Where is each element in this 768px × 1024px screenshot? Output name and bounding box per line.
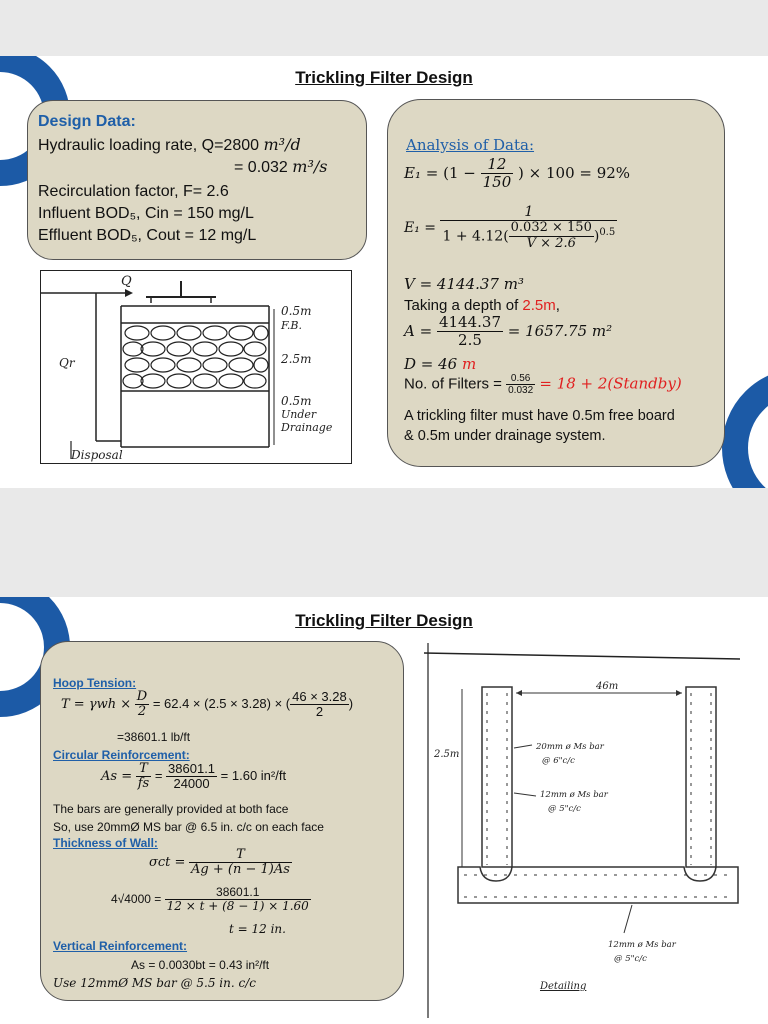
structural-calc-card bbox=[40, 641, 404, 1001]
diameter-label: 46m bbox=[596, 681, 619, 692]
filter-section-sketch bbox=[40, 270, 352, 464]
slide-2 bbox=[0, 597, 768, 1024]
analysis-card bbox=[387, 99, 725, 467]
fb-depth-label: 0.5m bbox=[281, 304, 312, 318]
base-bar-spacing: @ 5"c/c bbox=[614, 954, 647, 964]
analysis-heading: Analysis of Data: bbox=[406, 136, 535, 154]
disposal-label: Disposal bbox=[71, 448, 123, 462]
circular-reinforcement-heading: Circular Reinforcement: bbox=[53, 748, 190, 762]
slide-title: Trickling Filter Design bbox=[295, 68, 473, 87]
depth-text: Taking a depth of 2.5m, bbox=[404, 297, 560, 314]
filter-section-drawing bbox=[41, 271, 351, 463]
slide-title-2: Trickling Filter Design bbox=[295, 611, 473, 630]
wall-detailing-drawing bbox=[418, 633, 758, 1023]
influent-bod: Influent BOD₅, Cin = 150 mg/L bbox=[38, 205, 254, 222]
design-data-card bbox=[27, 100, 367, 260]
hoop-tension-eq: T = γwh × $\frac{D}{2}$ = 62.4 × (2.5 × 3.28) × ( $\frac{46 \times 3.28}{2}$ ) bbox=[61, 689, 354, 720]
slide-1 bbox=[0, 56, 768, 488]
volume-eq: V = 4144.37 m³ bbox=[404, 275, 524, 293]
filters-eq: No. of Filters = $\frac{0.56}{0.032}$ = 18 + 2(Standby) bbox=[404, 373, 682, 396]
hoop-tension-result: =38601.1 lb/ft bbox=[117, 730, 191, 744]
wall-thickness-heading: Thickness of Wall: bbox=[53, 836, 158, 850]
hydraulic-loading-rate: Hydraulic loading rate, Q=2800 m³/d bbox=[38, 135, 301, 154]
design-data-heading: Design Data: bbox=[38, 113, 136, 130]
ud-label-1: Under bbox=[281, 408, 317, 421]
diameter-eq: D = 46 m bbox=[404, 355, 477, 373]
detailing-label: Detailing bbox=[540, 981, 587, 992]
recirculation-factor: Recirculation factor, F= 2.6 bbox=[38, 183, 229, 200]
decorative-arc-right bbox=[722, 368, 768, 488]
vertical-bar-note: Use 12mmØ MS bar @ 5.5 in. c/c bbox=[53, 976, 256, 990]
vertical-bar-label: 12mm ø Ms bar bbox=[540, 790, 608, 800]
ud-depth-label: 0.5m bbox=[281, 394, 312, 408]
fb-label: F.B. bbox=[281, 319, 302, 332]
freeboard-note-2: & 0.5m under drainage system. bbox=[404, 428, 606, 444]
vertical-reinforcement-heading: Vertical Reinforcement: bbox=[53, 939, 188, 953]
inflow-label: Q bbox=[121, 274, 132, 289]
vertical-bar-spacing: @ 5"c/c bbox=[548, 804, 581, 814]
media-depth-label: 2.5m bbox=[281, 352, 312, 366]
flow-conversion: = 0.032 m³/s bbox=[234, 157, 328, 176]
efficiency-eq-1: E₁ = (1 − $\frac{12}{150}$ ) × 100 = 92% bbox=[404, 155, 631, 192]
thickness-eq: 4√4000 = $\frac{38601.1}{12 \times t + (8 - 1) \times 1.60}$ bbox=[111, 885, 309, 914]
vertical-area-eq: As = 0.0030bt = 0.43 in²/ft bbox=[131, 958, 270, 972]
efficiency-eq-2: E₁ = 1 1 + 4.12( $\frac{0.032 \times 150}{V \times 2.6}$ )$^{0.5}$ bbox=[404, 204, 616, 252]
freeboard-note-1: A trickling filter must have 0.5m free board bbox=[404, 408, 675, 424]
area-eq: A = $\frac{4144.37}{2.5}$ = 1657.75 m² bbox=[404, 313, 613, 350]
base-bar-label: 12mm ø Ms bar bbox=[608, 940, 676, 950]
ud-label-2: Drainage bbox=[281, 421, 333, 434]
recirculation-label: Qr bbox=[59, 356, 75, 370]
hoop-bar-label: 20mm ø Ms bar bbox=[536, 742, 604, 752]
hoop-tension-heading: Hoop Tension: bbox=[53, 676, 137, 690]
effluent-bod: Effluent BOD₅, Cout = 12 mg/L bbox=[38, 227, 257, 244]
height-label: 2.5m bbox=[434, 749, 460, 760]
bar-spacing-note: So, use 20mmØ MS bar @ 6.5 in. c/c on each face bbox=[53, 820, 324, 834]
thickness-result: t = 12 in. bbox=[229, 922, 286, 936]
hoop-bar-spacing: @ 6"c/c bbox=[542, 756, 575, 766]
wall-detailing-sketch bbox=[418, 633, 758, 1023]
stress-eq: σct = $\frac{T}{Ag + (n - 1)As}$ bbox=[149, 847, 290, 878]
circular-area-eq: As = $\frac{T}{fs}$ = $\frac{38601.1}{24000}$ = 1.60 in²/ft bbox=[101, 761, 287, 792]
both-faces-note: The bars are generally provided at both face bbox=[53, 802, 289, 816]
